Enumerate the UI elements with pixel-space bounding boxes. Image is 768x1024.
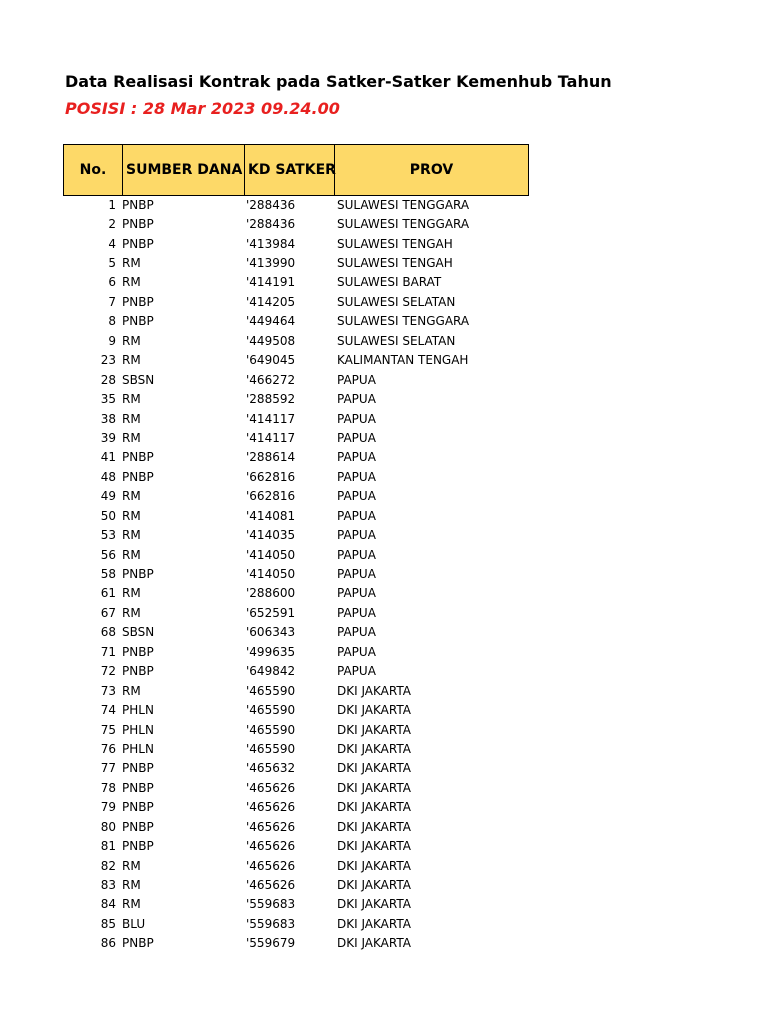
- header-no: No.: [64, 145, 123, 195]
- row-no: 48: [100, 469, 116, 484]
- row-sumber-dana: BLU: [122, 916, 146, 931]
- row-sumber-dana: SBSN: [122, 625, 155, 640]
- row-no: 56: [100, 547, 116, 562]
- table-row: [0, 428, 530, 447]
- row-prov: SULAWESI TENGAH: [337, 236, 453, 251]
- table-header: [63, 144, 529, 196]
- row-prov: PAPUA: [337, 489, 376, 504]
- table-row: [0, 331, 530, 350]
- row-sumber-dana: PNBP: [122, 761, 154, 776]
- header-sumber-dana: SUMBER DANA: [123, 145, 245, 195]
- row-prov: SULAWESI SELATAN: [337, 333, 456, 348]
- row-kd-satker: '559683: [246, 916, 296, 931]
- row-prov: DKI JAKARTA: [337, 703, 411, 718]
- row-prov: DKI JAKARTA: [337, 936, 411, 951]
- table-row: [0, 662, 530, 681]
- row-kd-satker: '414117: [246, 411, 296, 426]
- row-no: 58: [100, 567, 116, 582]
- row-sumber-dana: RM: [122, 586, 141, 601]
- row-no: 71: [100, 644, 116, 659]
- table-row: [0, 487, 530, 506]
- row-no: 82: [100, 858, 116, 873]
- row-sumber-dana: PNBP: [122, 469, 154, 484]
- row-kd-satker: '465626: [246, 878, 296, 893]
- table-row: [0, 409, 530, 428]
- table-row: [0, 603, 530, 622]
- row-sumber-dana: RM: [122, 411, 141, 426]
- row-no: 61: [100, 586, 116, 601]
- table-row: [0, 312, 530, 331]
- row-sumber-dana: RM: [122, 392, 141, 407]
- row-sumber-dana: RM: [122, 547, 141, 562]
- row-prov: DKI JAKARTA: [337, 819, 411, 834]
- table-row: [0, 934, 530, 953]
- row-prov: PAPUA: [337, 469, 376, 484]
- row-prov: PAPUA: [337, 567, 376, 582]
- row-sumber-dana: RM: [122, 333, 141, 348]
- table-row: [0, 273, 530, 292]
- row-kd-satker: '499635: [246, 644, 296, 659]
- row-no: 73: [100, 683, 116, 698]
- row-sumber-dana: RM: [122, 353, 141, 368]
- row-prov: PAPUA: [337, 644, 376, 659]
- row-no: 5: [108, 256, 116, 271]
- table-row: [0, 895, 530, 914]
- table-row: [0, 817, 530, 836]
- row-sumber-dana: PNBP: [122, 197, 154, 212]
- row-prov: PAPUA: [337, 625, 376, 640]
- row-prov: DKI JAKARTA: [337, 780, 411, 795]
- row-sumber-dana: PNBP: [122, 314, 154, 329]
- row-kd-satker: '414035: [246, 528, 296, 543]
- row-prov: DKI JAKARTA: [337, 858, 411, 873]
- row-kd-satker: '606343: [246, 625, 296, 640]
- row-no: 72: [100, 664, 116, 679]
- row-kd-satker: '465626: [246, 858, 296, 873]
- row-sumber-dana: PHLN: [122, 703, 154, 718]
- table-row: [0, 467, 530, 486]
- row-prov: PAPUA: [337, 430, 376, 445]
- row-prov: DKI JAKARTA: [337, 800, 411, 815]
- row-kd-satker: '413984: [246, 236, 296, 251]
- row-no: 81: [100, 839, 116, 854]
- row-kd-satker: '414081: [246, 508, 296, 523]
- row-sumber-dana: PNBP: [122, 819, 154, 834]
- row-kd-satker: '414191: [246, 275, 296, 290]
- posisi-timestamp: POSISI : 28 Mar 2023 09.24.00: [65, 99, 340, 118]
- row-no: 39: [100, 430, 116, 445]
- row-prov: PAPUA: [337, 547, 376, 562]
- row-kd-satker: '466272: [246, 372, 296, 387]
- row-sumber-dana: RM: [122, 858, 141, 873]
- table-row: [0, 195, 530, 214]
- row-sumber-dana: RM: [122, 878, 141, 893]
- row-kd-satker: '414117: [246, 430, 296, 445]
- row-no: 50: [100, 508, 116, 523]
- row-kd-satker: '662816: [246, 469, 296, 484]
- row-no: 2: [108, 217, 116, 232]
- document-title: Data Realisasi Kontrak pada Satker-Satker Kemenhub Tahun: [65, 72, 612, 91]
- row-no: 79: [100, 800, 116, 815]
- table-row: [0, 448, 530, 467]
- row-prov: PAPUA: [337, 508, 376, 523]
- row-no: 35: [100, 392, 116, 407]
- row-sumber-dana: RM: [122, 508, 141, 523]
- row-prov: PAPUA: [337, 450, 376, 465]
- row-no: 28: [100, 372, 116, 387]
- row-prov: DKI JAKARTA: [337, 897, 411, 912]
- row-prov: PAPUA: [337, 664, 376, 679]
- row-prov: DKI JAKARTA: [337, 741, 411, 756]
- row-sumber-dana: RM: [122, 275, 141, 290]
- row-kd-satker: '414050: [246, 567, 296, 582]
- table-row: [0, 720, 530, 739]
- row-sumber-dana: RM: [122, 605, 141, 620]
- row-sumber-dana: SBSN: [122, 372, 155, 387]
- row-no: 7: [108, 294, 116, 309]
- row-no: 41: [100, 450, 116, 465]
- row-sumber-dana: PHLN: [122, 741, 154, 756]
- row-sumber-dana: RM: [122, 528, 141, 543]
- row-kd-satker: '288436: [246, 217, 296, 232]
- row-no: 86: [100, 936, 116, 951]
- row-no: 85: [100, 916, 116, 931]
- row-sumber-dana: PNBP: [122, 936, 154, 951]
- table-row: [0, 584, 530, 603]
- row-no: 1: [108, 197, 116, 212]
- row-sumber-dana: PNBP: [122, 294, 154, 309]
- row-prov: SULAWESI BARAT: [337, 275, 442, 290]
- table-row: [0, 292, 530, 311]
- row-prov: PAPUA: [337, 372, 376, 387]
- row-prov: DKI JAKARTA: [337, 878, 411, 893]
- table-row: [0, 642, 530, 661]
- row-no: 76: [100, 741, 116, 756]
- row-no: 53: [100, 528, 116, 543]
- row-kd-satker: '288592: [246, 392, 296, 407]
- row-sumber-dana: RM: [122, 489, 141, 504]
- table-row: [0, 875, 530, 894]
- row-sumber-dana: PNBP: [122, 450, 154, 465]
- row-sumber-dana: PNBP: [122, 567, 154, 582]
- table-row: [0, 370, 530, 389]
- row-kd-satker: '465626: [246, 800, 296, 815]
- row-no: 84: [100, 897, 116, 912]
- row-no: 9: [108, 333, 116, 348]
- table-row: [0, 506, 530, 525]
- table-row: [0, 214, 530, 233]
- table-row: [0, 759, 530, 778]
- row-kd-satker: '465626: [246, 780, 296, 795]
- table-row: [0, 914, 530, 933]
- table-body: [0, 195, 530, 953]
- row-kd-satker: '288614: [246, 450, 296, 465]
- row-kd-satker: '465626: [246, 819, 296, 834]
- row-sumber-dana: PHLN: [122, 722, 154, 737]
- row-no: 67: [100, 605, 116, 620]
- row-no: 6: [108, 275, 116, 290]
- row-sumber-dana: RM: [122, 430, 141, 445]
- row-kd-satker: '465626: [246, 839, 296, 854]
- row-no: 38: [100, 411, 116, 426]
- table-row: [0, 700, 530, 719]
- row-kd-satker: '288600: [246, 586, 296, 601]
- row-prov: DKI JAKARTA: [337, 916, 411, 931]
- row-kd-satker: '414050: [246, 547, 296, 562]
- row-kd-satker: '465590: [246, 683, 296, 698]
- row-sumber-dana: RM: [122, 897, 141, 912]
- row-sumber-dana: RM: [122, 683, 141, 698]
- row-kd-satker: '465590: [246, 722, 296, 737]
- table-row: [0, 836, 530, 855]
- row-no: 74: [100, 703, 116, 718]
- table-row: [0, 389, 530, 408]
- row-no: 78: [100, 780, 116, 795]
- table-row: [0, 778, 530, 797]
- row-no: 77: [100, 761, 116, 776]
- row-no: 83: [100, 878, 116, 893]
- header-prov: PROV: [409, 162, 454, 178]
- row-prov: DKI JAKARTA: [337, 683, 411, 698]
- row-kd-satker: '465590: [246, 703, 296, 718]
- row-kd-satker: '465590: [246, 741, 296, 756]
- row-prov: PAPUA: [337, 411, 376, 426]
- header-kd-satker: KD SATKER: [245, 145, 335, 195]
- table-row: [0, 351, 530, 370]
- row-sumber-dana: PNBP: [122, 664, 154, 679]
- row-prov: DKI JAKARTA: [337, 722, 411, 737]
- row-sumber-dana: PNBP: [122, 644, 154, 659]
- table-row: [0, 545, 530, 564]
- row-sumber-dana: PNBP: [122, 780, 154, 795]
- table-row: [0, 739, 530, 758]
- row-prov: PAPUA: [337, 392, 376, 407]
- row-prov: PAPUA: [337, 528, 376, 543]
- row-prov: SULAWESI TENGGARA: [337, 217, 470, 232]
- row-no: 8: [108, 314, 116, 329]
- row-kd-satker: '652591: [246, 605, 296, 620]
- row-kd-satker: '414205: [246, 294, 296, 309]
- row-no: 80: [100, 819, 116, 834]
- row-kd-satker: '559683: [246, 897, 296, 912]
- row-prov: SULAWESI TENGGARA: [337, 314, 470, 329]
- row-kd-satker: '449464: [246, 314, 296, 329]
- row-no: 49: [100, 489, 116, 504]
- table-row: [0, 623, 530, 642]
- row-prov: SULAWESI TENGGARA: [337, 197, 470, 212]
- row-sumber-dana: PNBP: [122, 800, 154, 815]
- row-sumber-dana: PNBP: [122, 217, 154, 232]
- row-prov: DKI JAKARTA: [337, 839, 411, 854]
- row-prov: SULAWESI TENGAH: [337, 256, 453, 271]
- row-prov: PAPUA: [337, 586, 376, 601]
- row-kd-satker: '413990: [246, 256, 296, 271]
- table-row: [0, 681, 530, 700]
- row-sumber-dana: PNBP: [122, 839, 154, 854]
- row-no: 75: [100, 722, 116, 737]
- row-kd-satker: '449508: [246, 333, 296, 348]
- row-no: 68: [100, 625, 116, 640]
- table-row: [0, 253, 530, 272]
- row-prov: PAPUA: [337, 605, 376, 620]
- row-no: 23: [100, 353, 116, 368]
- row-kd-satker: '649842: [246, 664, 296, 679]
- table-row: [0, 856, 530, 875]
- row-kd-satker: '649045: [246, 353, 296, 368]
- row-kd-satker: '465632: [246, 761, 296, 776]
- row-sumber-dana: RM: [122, 256, 141, 271]
- row-kd-satker: '288436: [246, 197, 296, 212]
- table-row: [0, 234, 530, 253]
- row-kd-satker: '662816: [246, 489, 296, 504]
- table-row: [0, 564, 530, 583]
- table-row: [0, 525, 530, 544]
- row-no: 4: [108, 236, 116, 251]
- row-sumber-dana: PNBP: [122, 236, 154, 251]
- row-prov: KALIMANTAN TENGAH: [337, 353, 469, 368]
- row-prov: SULAWESI SELATAN: [337, 294, 456, 309]
- row-prov: DKI JAKARTA: [337, 761, 411, 776]
- table-row: [0, 798, 530, 817]
- row-kd-satker: '559679: [246, 936, 296, 951]
